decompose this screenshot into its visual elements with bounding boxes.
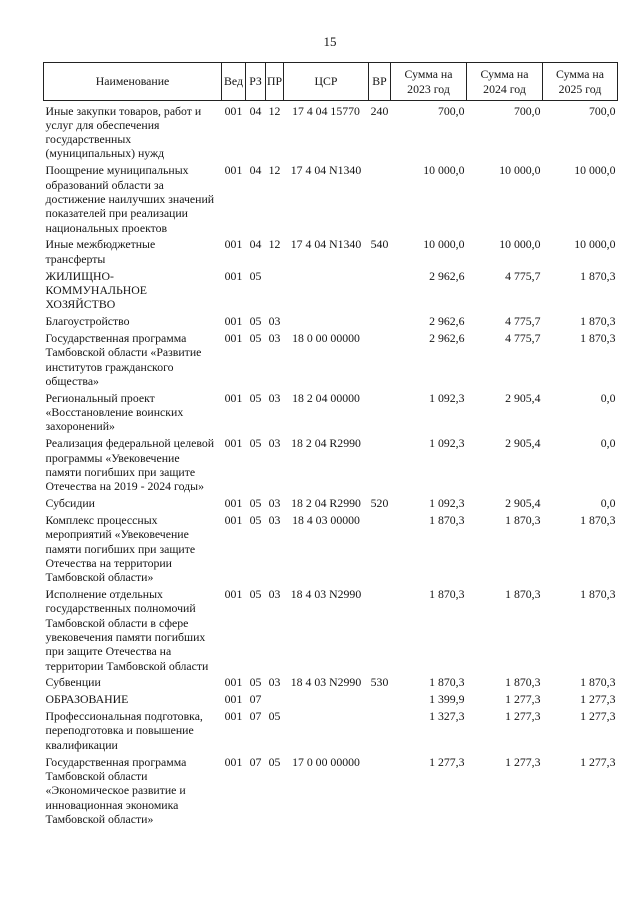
cell-ved: 001 — [224, 692, 243, 707]
table-row — [44, 673, 618, 690]
cell-vr: 540 — [370, 237, 389, 252]
cell-csr — [284, 707, 369, 752]
cell-ved: 001 — [224, 331, 243, 346]
cell-pr: 12 — [268, 103, 281, 118]
cell-ved: 001 — [224, 512, 243, 527]
cell-ved: 001 — [224, 314, 243, 329]
cell-csr — [284, 266, 369, 311]
cell-csr: 17 4 04 N1340 — [290, 237, 362, 252]
cell-rz: 05 — [249, 436, 262, 451]
cell-sum-2025: 1 277,3 — [580, 692, 616, 707]
header-name: Наименование — [44, 63, 222, 101]
cell-name: Субсидии — [45, 496, 95, 511]
cell-pr: 12 — [268, 237, 281, 252]
cell-pr: 05 — [268, 754, 281, 769]
cell-vr: 520 — [370, 496, 389, 511]
cell-ved: 001 — [224, 390, 243, 405]
cell-ved: 001 — [224, 436, 243, 451]
cell-rz: 04 — [249, 103, 262, 118]
cell-sum-2025: 0,0 — [600, 436, 616, 451]
cell-pr: 12 — [268, 163, 281, 178]
cell-sum-2023: 1 870,3 — [429, 512, 465, 527]
cell-pr: 03 — [268, 331, 281, 346]
cell-sum-2023: 2 962,6 — [429, 268, 465, 283]
cell-pr: 03 — [268, 436, 281, 451]
cell-name: Профессиональная подготовка, переподготовка и повышение квалификации — [45, 709, 203, 752]
table-row — [44, 510, 618, 584]
cell-sum-2023: 1 870,3 — [429, 587, 465, 602]
cell-pr: 03 — [268, 496, 281, 511]
cell-sum-2024: 4 775,7 — [505, 331, 541, 346]
cell-sum-2023: 2 962,6 — [429, 314, 465, 329]
cell-rz: 04 — [249, 237, 262, 252]
table-row — [44, 690, 618, 707]
cell-sum-2024: 10 000,0 — [499, 163, 541, 178]
cell-pr: 05 — [268, 709, 281, 724]
cell-vr — [369, 707, 391, 752]
cell-vr — [369, 752, 391, 826]
cell-csr — [284, 690, 369, 707]
header-sum-2023: Сумма на 2023 год — [391, 63, 467, 101]
cell-name: Реализация федеральной целевой программы «Увековечение памяти погибших при защите Отечества на 2019 - 2024 годы» — [45, 436, 215, 494]
cell-ved: 001 — [224, 754, 243, 769]
cell-vr: 240 — [370, 103, 389, 118]
cell-sum-2024: 1 277,3 — [505, 709, 541, 724]
cell-vr — [369, 510, 391, 584]
cell-csr: 18 4 03 N2990 — [290, 675, 362, 690]
cell-sum-2024: 4 775,7 — [505, 268, 541, 283]
cell-name: Иные закупки товаров, работ и услуг для обеспечения государственных (муниципальных) нужд — [45, 103, 202, 161]
cell-csr — [284, 312, 369, 329]
cell-sum-2024: 2 905,4 — [505, 390, 541, 405]
cell-sum-2023: 700,0 — [437, 103, 465, 118]
cell-sum-2025: 700,0 — [588, 103, 616, 118]
cell-name: Комплекс процессных мероприятий «Увековечение памяти погибших при защите Отечества на территории Тамбовской области» — [45, 512, 196, 585]
cell-sum-2024: 2 905,4 — [505, 496, 541, 511]
header-csr: ЦСР — [284, 63, 369, 101]
cell-csr: 18 2 04 00000 — [292, 390, 360, 405]
cell-sum-2024: 1 870,3 — [505, 587, 541, 602]
cell-vr: 530 — [370, 675, 389, 690]
cell-csr: 18 4 03 00000 — [292, 512, 360, 527]
cell-pr: 03 — [268, 390, 281, 405]
cell-csr: 18 2 04 R2990 — [291, 496, 361, 511]
cell-vr — [369, 328, 391, 388]
cell-sum-2025: 1 870,3 — [580, 331, 616, 346]
cell-vr — [369, 690, 391, 707]
header-ved: Вед — [222, 63, 246, 101]
cell-rz: 05 — [249, 268, 262, 283]
cell-ved: 001 — [224, 496, 243, 511]
header-rz: РЗ — [246, 63, 266, 101]
cell-vr — [369, 584, 391, 672]
cell-ved: 001 — [224, 675, 243, 690]
cell-ved: 001 — [224, 237, 243, 252]
cell-sum-2024: 4 775,7 — [505, 314, 541, 329]
cell-sum-2023: 2 962,6 — [429, 331, 465, 346]
page-number: 15 — [323, 34, 337, 49]
cell-sum-2024: 1 277,3 — [505, 754, 541, 769]
cell-pr: 03 — [268, 314, 281, 329]
cell-pr — [266, 690, 284, 707]
cell-sum-2025: 1 870,3 — [580, 268, 616, 283]
cell-sum-2023: 1 870,3 — [429, 675, 465, 690]
cell-vr — [369, 161, 391, 235]
cell-name: Поощрение муниципальных образований области за достижение наилучших значений показателей при реализации национальных проектов — [45, 163, 215, 235]
table-row — [44, 493, 618, 510]
cell-csr: 18 2 04 R2990 — [291, 436, 361, 451]
cell-sum-2025: 1 870,3 — [580, 512, 616, 527]
table-row — [44, 584, 618, 672]
header-sum-2025: Сумма на 2025 год — [543, 63, 618, 101]
header-vr: ВР — [369, 63, 391, 101]
cell-sum-2025: 1 277,3 — [580, 754, 616, 769]
cell-ved: 001 — [224, 709, 243, 724]
cell-rz: 07 — [249, 754, 262, 769]
cell-name: ЖИЛИЩНО- КОММУНАЛЬНОЕ ХОЗЯЙСТВО — [45, 268, 147, 312]
cell-sum-2025: 10 000,0 — [574, 163, 616, 178]
table-row — [44, 388, 618, 433]
table-row — [44, 161, 618, 235]
cell-vr — [369, 266, 391, 311]
cell-pr: 03 — [268, 675, 281, 690]
table-row — [44, 266, 618, 311]
cell-sum-2024: 1 870,3 — [505, 675, 541, 690]
cell-name: Субвенции — [45, 675, 101, 690]
cell-rz: 07 — [249, 692, 262, 707]
cell-sum-2025: 1 870,3 — [580, 675, 616, 690]
cell-sum-2023: 10 000,0 — [423, 163, 465, 178]
cell-sum-2024: 2 905,4 — [505, 436, 541, 451]
cell-sum-2025: 1 870,3 — [580, 314, 616, 329]
cell-csr: 18 4 03 N2990 — [290, 587, 362, 602]
table-header-row — [44, 63, 618, 101]
cell-name: Благоустройство — [45, 314, 130, 329]
table-row — [44, 101, 618, 161]
cell-sum-2024: 700,0 — [513, 103, 541, 118]
cell-sum-2023: 1 092,3 — [429, 496, 465, 511]
cell-csr: 17 4 04 N1340 — [290, 163, 362, 178]
cell-rz: 05 — [249, 675, 262, 690]
cell-csr: 18 0 00 00000 — [292, 331, 360, 346]
cell-sum-2024: 10 000,0 — [499, 237, 541, 252]
cell-rz: 04 — [249, 163, 262, 178]
cell-sum-2023: 1 327,3 — [429, 709, 465, 724]
cell-csr: 17 4 04 15770 — [292, 103, 360, 118]
cell-rz: 07 — [249, 709, 262, 724]
cell-name: Исполнение отдельных государственных полномочий Тамбовской области в сфере увековечения памяти погибших при защите Отечества на территории Тамбовской области — [45, 587, 209, 673]
cell-sum-2025: 0,0 — [600, 496, 616, 511]
cell-ved: 001 — [224, 103, 243, 118]
cell-name: Государственная программа Тамбовской области «Экономическое развитие и инновационная экономика Тамбовской области» — [45, 754, 187, 826]
cell-sum-2023: 1 277,3 — [429, 754, 465, 769]
cell-pr — [266, 266, 284, 311]
cell-name: ОБРАЗОВАНИЕ — [45, 692, 129, 707]
cell-csr: 17 0 00 00000 — [292, 754, 360, 769]
cell-vr — [369, 388, 391, 433]
table-row — [44, 434, 618, 494]
cell-rz: 05 — [249, 314, 262, 329]
cell-name: Государственная программа Тамбовской области «Развитие институтов гражданского общества» — [45, 331, 202, 388]
table-row — [44, 707, 618, 752]
cell-sum-2025: 1 277,3 — [580, 709, 616, 724]
cell-sum-2024: 1 870,3 — [505, 512, 541, 527]
cell-rz: 05 — [249, 587, 262, 602]
cell-sum-2023: 1 399,9 — [429, 692, 465, 707]
cell-sum-2023: 1 092,3 — [429, 436, 465, 451]
table-row — [44, 328, 618, 388]
cell-rz: 05 — [249, 331, 262, 346]
budget-table — [43, 62, 618, 826]
cell-name: Иные межбюджетные трансферты — [45, 237, 156, 266]
header-pr: ПР — [266, 63, 284, 101]
cell-ved: 001 — [224, 268, 243, 283]
cell-rz: 05 — [249, 390, 262, 405]
cell-sum-2025: 1 870,3 — [580, 587, 616, 602]
cell-rz: 05 — [249, 496, 262, 511]
cell-ved: 001 — [224, 587, 243, 602]
cell-ved: 001 — [224, 163, 243, 178]
cell-rz: 05 — [249, 512, 262, 527]
cell-pr: 03 — [268, 512, 281, 527]
cell-pr: 03 — [268, 587, 281, 602]
cell-sum-2023: 10 000,0 — [423, 237, 465, 252]
cell-sum-2023: 1 092,3 — [429, 390, 465, 405]
cell-sum-2025: 0,0 — [600, 390, 616, 405]
table-row — [44, 235, 618, 266]
table-row — [44, 312, 618, 329]
header-sum-2024: Сумма на 2024 год — [467, 63, 543, 101]
cell-sum-2025: 10 000,0 — [574, 237, 616, 252]
table-row — [44, 752, 618, 826]
cell-name: Региональный проект «Восстановление воинских захоронений» — [45, 390, 184, 434]
cell-vr — [369, 434, 391, 494]
cell-vr — [369, 312, 391, 329]
cell-sum-2024: 1 277,3 — [505, 692, 541, 707]
